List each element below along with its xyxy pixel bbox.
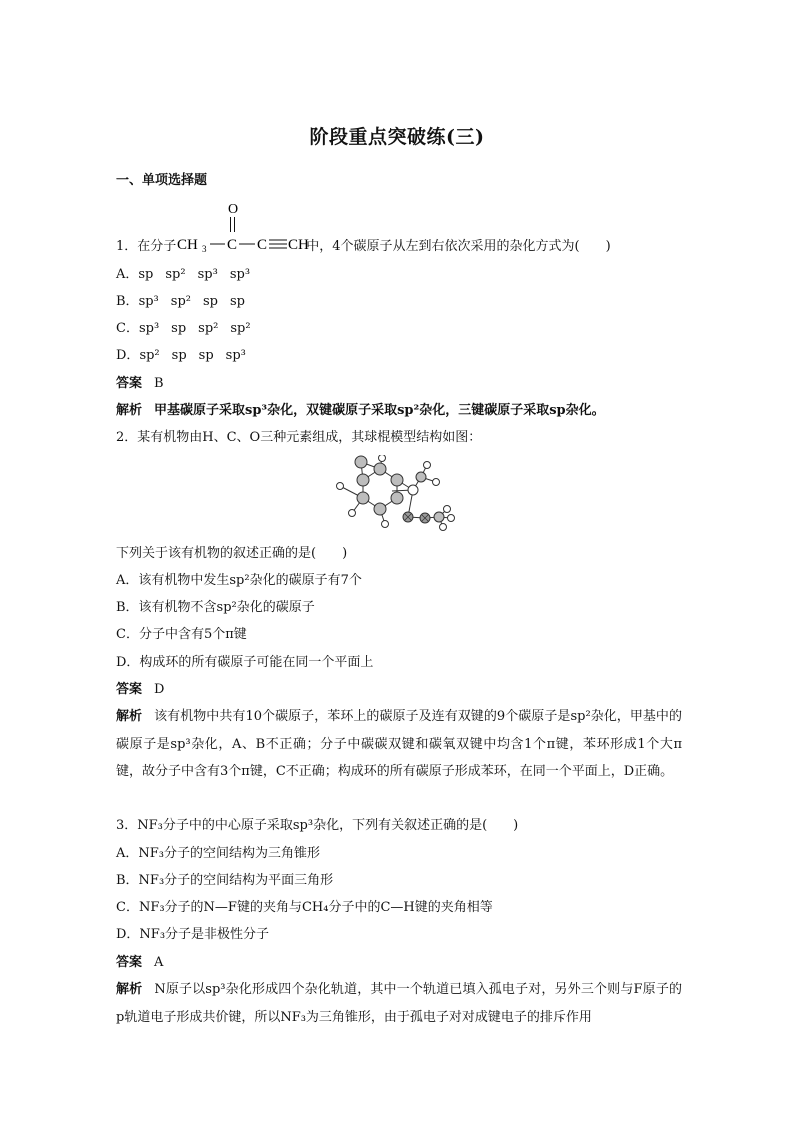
- q3-analysis: 解析 N原子以sp³杂化形成四个杂化轨道，其中一个轨道已填入孤电子对，另外三个则与F原子的p轨道电子形成共价键，所以NF₃为三角锥形，由于孤电子对对成键电子的排斥作用: [116, 982, 682, 1025]
- formula-oxygen: O: [228, 202, 239, 217]
- q1-option-b: B．sp³ sp² sp sp: [116, 294, 245, 309]
- formula-ch: CH: [288, 237, 309, 253]
- formula-alkyne-carbon: C: [257, 237, 268, 253]
- ball-and-stick-model: [330, 455, 465, 535]
- q1-suffix: 中，4个碳原子从左到右依次采用的杂化方式为( ): [306, 239, 611, 254]
- formula-carbonyl-carbon: C: [227, 237, 238, 253]
- q1-structural-formula: [177, 199, 317, 255]
- q2-option-b: B．该有机物不含sp²杂化的碳原子: [116, 600, 315, 615]
- section-heading: 一、单项选择题: [116, 173, 208, 188]
- q3-option-c: C．NF₃分子的N—F键的夹角与CH₄分子中的C—H键的夹角相等: [116, 900, 493, 915]
- q3-option-a: A．NF₃分子的空间结构为三角锥形: [116, 846, 320, 861]
- q2-analysis: 解析 该有机物中共有10个碳原子，苯环上的碳原子及连有双键的9个碳原子是sp²杂化，甲基中的碳原子是sp³杂化，A、B不正确；分子中碳碳双键和碳氧双键中均含1个π键，苯环形成1个大π键，故分子中含有3个π键，C不正确；构成环的所有碳原子形成苯环，在同一个平面上，D正确。: [116, 709, 682, 779]
- formula-sub3: 3: [202, 244, 207, 254]
- formula-ch3: CH: [177, 237, 198, 253]
- q3-option-d: D．NF₃分子是非极性分子: [116, 927, 270, 942]
- q2-option-d: D．构成环的所有碳原子可能在同一个平面上: [116, 655, 374, 670]
- q2-stem: 2．某有机物由H、C、O三种元素组成，其球棍模型结构如图：: [116, 430, 482, 445]
- q1-analysis: 解析 甲基碳原子采取sp³杂化，双键碳原子采取sp²杂化，三键碳原子采取sp杂化。: [116, 403, 605, 418]
- q2-answer: 答案 D: [116, 682, 165, 697]
- q3-stem: 3．NF₃分子中的中心原子采取sp³杂化，下列有关叙述正确的是( ): [116, 818, 519, 833]
- q3-option-b: B．NF₃分子的空间结构为平面三角形: [116, 873, 334, 888]
- q2-question: 下列关于该有机物的叙述正确的是( ): [116, 546, 348, 561]
- q3-answer: 答案 A: [116, 955, 164, 970]
- q2-option-c: C．分子中含有5个π键: [116, 627, 247, 642]
- q1-option-c: C．sp³ sp sp² sp²: [116, 321, 251, 336]
- q2-option-a: A．该有机物中发生sp²杂化的碳原子有7个: [116, 573, 362, 588]
- q1-option-a: A．sp sp² sp³ sp³: [116, 267, 251, 282]
- page-title: 阶段重点突破练(三): [309, 126, 485, 148]
- q1-option-d: D．sp² sp sp sp³: [116, 348, 246, 363]
- q1-prefix: 1．在分子: [116, 239, 177, 254]
- q1-answer: 答案 B: [116, 376, 164, 391]
